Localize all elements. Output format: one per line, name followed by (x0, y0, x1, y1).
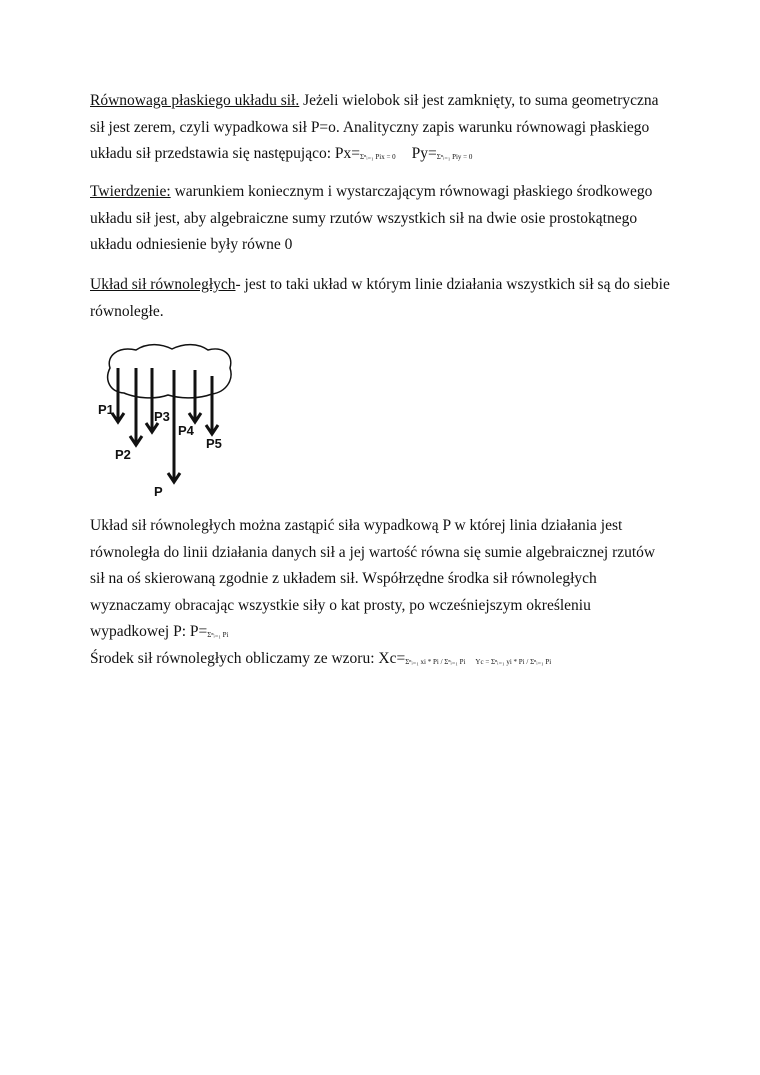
heading-theorem: Twierdzenie: (90, 183, 171, 200)
heading-parallel-forces: Układ sił równoległych (90, 276, 236, 293)
label-p1: P1 (98, 402, 114, 417)
p-formula: Σⁿᵢ₌₁ Pi (207, 631, 229, 639)
heading-equilibrium: Równowaga płaskiego układu sił. (90, 92, 300, 109)
label-p3: P3 (154, 409, 170, 424)
paragraph-parallel-forces (90, 272, 670, 325)
equilibrium-text: Jeżeli wielobok sił jest zamknięty, to suma geometryczna sił jest zerem, czyli wypadkowa sił P=o. Analityczny zapis warunku równowagi płaskiego układu sił przedstawia się następująco: (90, 92, 659, 162)
center-text: Środek sił równoległych obliczamy ze wzoru: (90, 649, 379, 667)
label-p5: P5 (206, 436, 222, 451)
theorem-text: warunkiem koniecznym i wystarczającym równowagi płaskiego środkowego układu sił jest, aby algebraiczne sumy rzutów wszystkich sił na dwie osie prostokątnego układu odniesienie były równe 0 (90, 183, 653, 253)
label-p2: P2 (115, 447, 131, 462)
parallel-forces-text: - jest to taki układ w którym linie działania wszystkich sił są do siebie równoległe. (90, 276, 670, 320)
label-p4: P4 (178, 423, 194, 438)
paragraph-equilibrium (90, 88, 670, 168)
p-label: P= (189, 623, 208, 640)
py-label: Py= (411, 145, 437, 162)
paragraph-resultant (90, 513, 670, 672)
px-label: Px= (334, 145, 361, 162)
resultant-text: Układ sił równoległych można zastąpić siła wypadkową P w której linia działania jest równoległa do linii działania danych sił a jej wartość równa się sumie algebraicznej rzutów sił na oś skierowaną zgodnie z układem sił. Współrzędne środka sił równoległych wyznaczamy obracając wszystkie siły o kat prosty, po wcześniejszym określeniu wypadkowej P: (90, 517, 656, 640)
parallel-forces-diagram (96, 340, 256, 500)
label-p: P (154, 484, 163, 499)
px-formula: Σⁿᵢ₌₁ Pix = 0 (360, 153, 396, 161)
paragraph-theorem (90, 179, 670, 259)
py-formula: Σⁿᵢ₌₁ Piy = 0 (436, 153, 473, 161)
yc-formula: Yc = Σⁿᵢ₌₁ yi * Pi / Σⁿᵢ₌₁ Pi (475, 657, 552, 666)
xc-formula: Σⁿᵢ₌₁ xi * Pi / Σⁿᵢ₌₁ Pi (405, 657, 466, 666)
xc-label: Xc= (378, 649, 406, 667)
